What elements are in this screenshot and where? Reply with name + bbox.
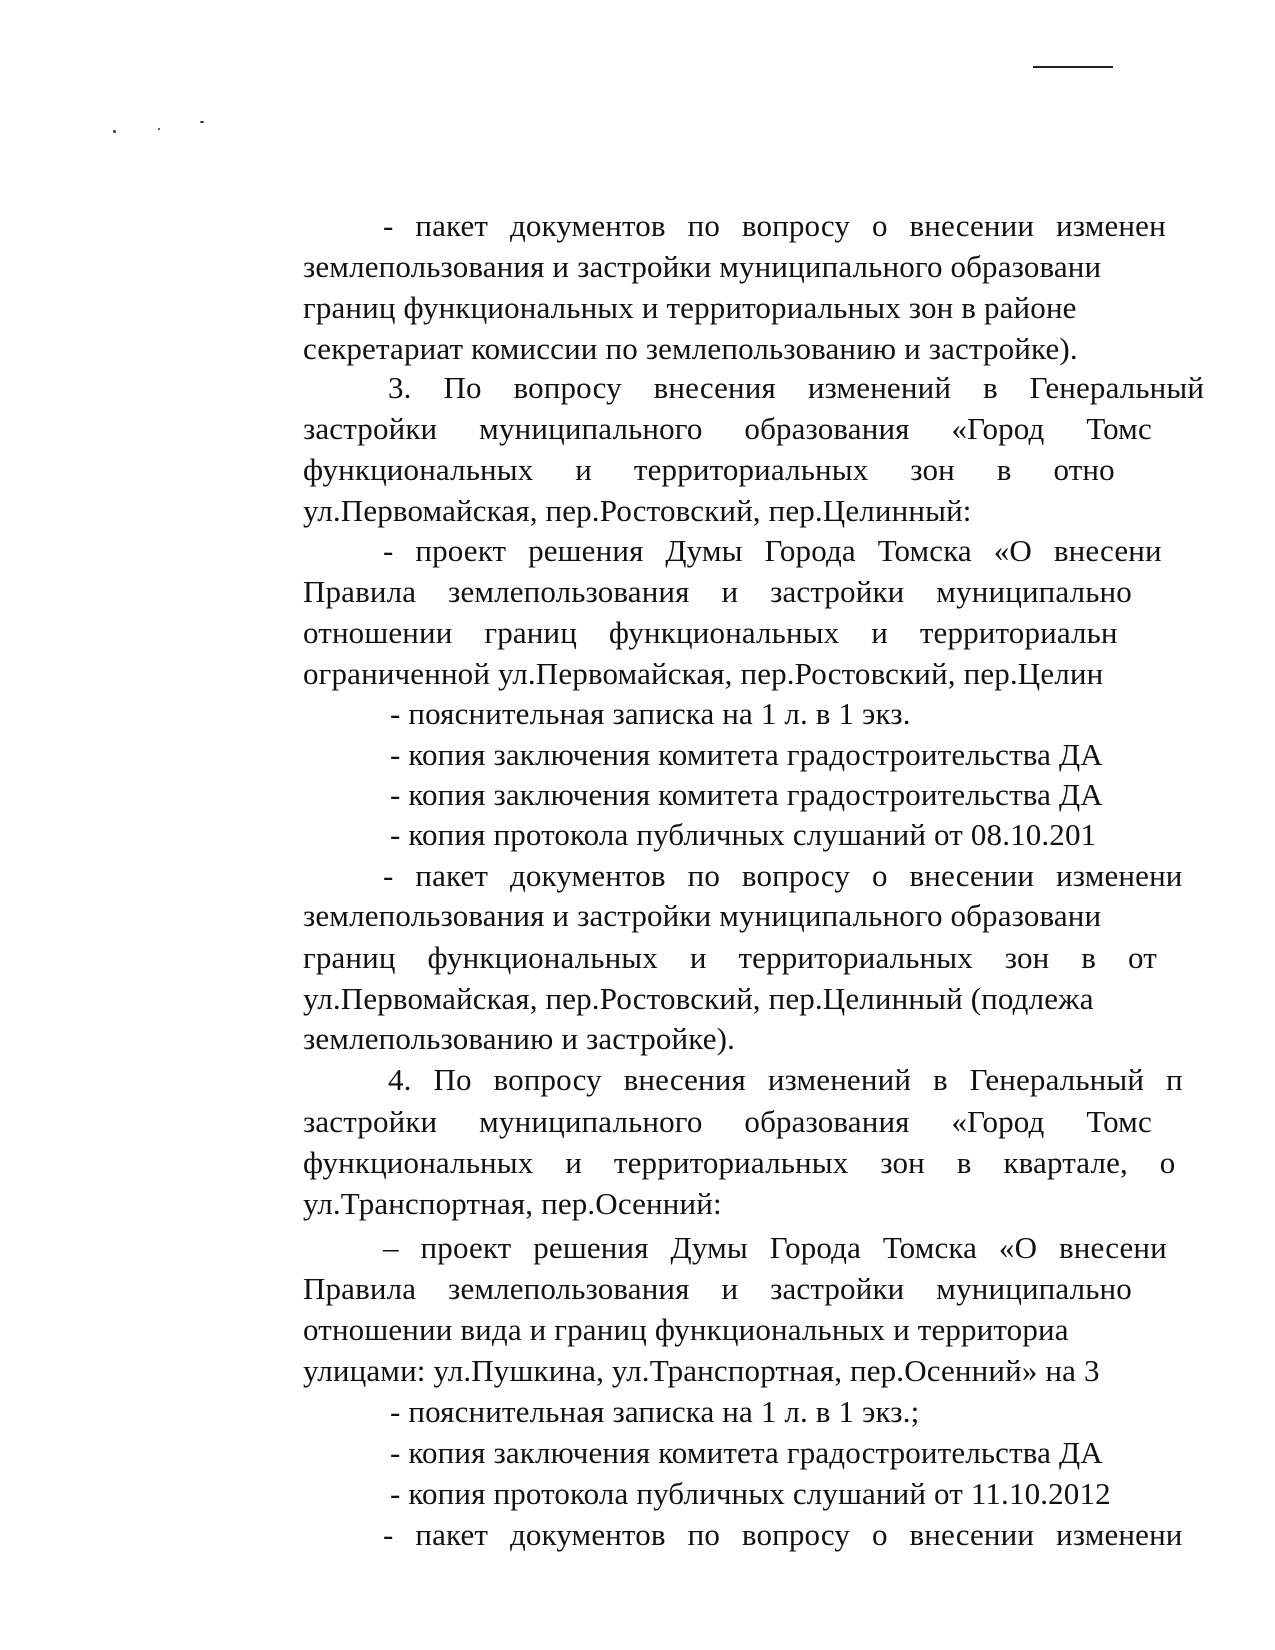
text-line: секретариат комиссии по землепользованию и застройке).	[303, 331, 1078, 366]
text-line: границ функциональных и территориальных зон в от	[303, 940, 1157, 975]
text-line: - пакет документов по вопросу о внесении изменен	[383, 208, 1166, 243]
scan-speck	[158, 128, 160, 130]
text-line: - пакет документов по вопросу о внесении изменени	[383, 858, 1183, 893]
text-line: - копия заключения комитета градостроительства ДА	[390, 1435, 1103, 1470]
text-line: застройки муниципального образования «Город Томс	[303, 411, 1152, 446]
item-3-heading: 3. По вопросу внесения изменений в Генеральный	[388, 370, 1205, 405]
text-line: ул.Первомайская, пер.Ростовский, пер.Целинный:	[303, 493, 972, 528]
text-line: - копия протокола публичных слушаний от 11.10.2012	[390, 1476, 1111, 1511]
text-line: ограниченной ул.Первомайская, пер.Ростовский, пер.Целин	[303, 656, 1104, 691]
top-rule	[1033, 66, 1113, 68]
text-line: землепользования и застройки муниципального образовани	[303, 249, 1102, 284]
text-line: застройки муниципального образования «Город Томс	[303, 1104, 1152, 1139]
text-line: Правила землепользования и застройки муниципально	[303, 1271, 1132, 1306]
text-line: - пакет документов по вопросу о внесении изменени	[383, 1517, 1183, 1552]
text-line: - пояснительная записка на 1 л. в 1 экз.	[390, 696, 911, 731]
text-line: границ функциональных и территориальных зон в районе	[303, 290, 1077, 325]
text-line: ул.Транспортная, пер.Осенний:	[303, 1186, 722, 1221]
text-line: – проект решения Думы Города Томска «О внесени	[383, 1230, 1167, 1265]
text-line: землепользованию и застройке).	[303, 1021, 736, 1056]
text-line: отношении вида и границ функциональных и территориа	[303, 1312, 1069, 1347]
text-line: улицами: ул.Пушкина, ул.Транспортная, пер.Осенний» на 3	[303, 1353, 1100, 1388]
scan-speck	[200, 121, 204, 123]
item-4-heading: 4. По вопросу внесения изменений в Генеральный п	[388, 1062, 1183, 1097]
text-line: - пояснительная записка на 1 л. в 1 экз.;	[390, 1394, 920, 1429]
text-line: Правила землепользования и застройки муниципально	[303, 574, 1132, 609]
text-line: отношении границ функциональных и территориальн	[303, 615, 1118, 650]
text-line: землепользования и застройки муниципального образовани	[303, 898, 1102, 933]
text-line: ул.Первомайская, пер.Ростовский, пер.Целинный (подлежа	[303, 981, 1094, 1016]
text-line: - копия протокола публичных слушаний от 08.10.201	[390, 817, 1097, 852]
text-line: - копия заключения комитета градостроительства ДА	[390, 777, 1103, 812]
text-line: - копия заключения комитета градостроительства ДА	[390, 737, 1103, 772]
text-line: функциональных и территориальных зон в отно	[303, 452, 1115, 487]
text-line: - проект решения Думы Города Томска «О внесени	[383, 533, 1162, 568]
scan-speck	[113, 130, 116, 133]
text-line: функциональных и территориальных зон в квартале, о	[303, 1145, 1176, 1180]
